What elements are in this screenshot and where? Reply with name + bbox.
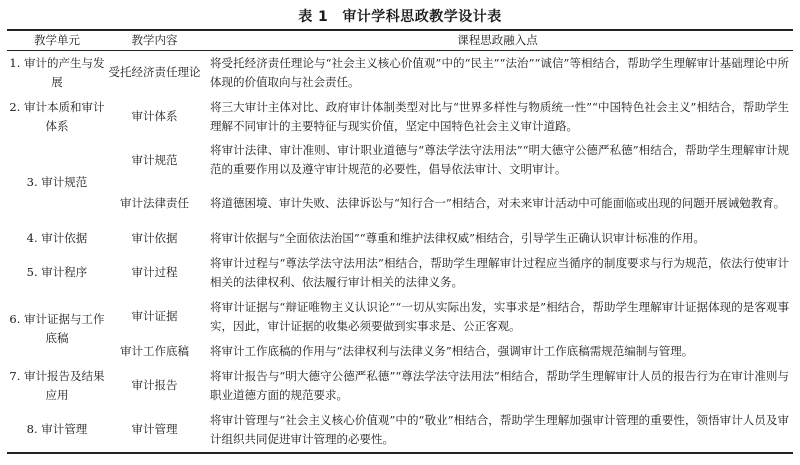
integration-cell: 将道德困境、审计失败、法律诉讼与“知行合一”相结合，对未来审计活动中可能面临或出现的问题开展诫勉教育。 [210, 196, 786, 210]
integration-cell: 将审计过程与“尊法学法守法用法”相结合，帮助学生理解审计过程应当循序的制度要求与行为规范，依法行使审计相关的法律权利、依法履行审计相关的法律义务。 [210, 255, 789, 289]
topic-cell: 审计报告 [131, 378, 178, 392]
integration-cell: 将审计工作底稿的作用与“法律权利与法律义务”相结合，强调审计工作底稿需规范编制与管理。 [210, 343, 694, 358]
unit-cell: 5. 审计程序 [26, 265, 88, 279]
topic-cell: 审计证据 [131, 309, 178, 323]
unit-cell: 3. 审计规范 [26, 174, 88, 189]
integration-cell: 将审计报告与“明大德守公德严私德”“尊法学法守法用法”相结合，帮助学生理解审计人员的报告行为在审计准则与职业道德方面的规范要求。 [210, 368, 789, 402]
table-header-row [7, 30, 793, 51]
unit-cell: 6. 审计证据与工作底稿 [9, 312, 105, 345]
table-caption [0, 6, 800, 26]
unit-cell: 8. 审计管理 [7, 408, 107, 453]
table-row [7, 408, 793, 453]
integration-cell: 将审计证据与“辩证唯物主义认识论”“一切从实际出发，实事求是”相结合，帮助学生理解审计证据体现的是客观事实，因此，审计证据的收集必须要做到实事求是、公正客观。 [210, 299, 789, 333]
table-row [7, 226, 793, 251]
header-integration: 课程思政融入点 [202, 30, 793, 51]
integration-cell: 将受托经济责任理论与“社会主义核心价值观”中的“民主”“法治”“诚信”等相结合，帮助学生理解审计基础理论中所体现的价值取向与社会责任。 [210, 55, 789, 89]
unit-cell: 1. 审计的产生与发展 [9, 55, 105, 89]
topic-cell: 审计法律责任 [120, 196, 189, 210]
integration-cell: 将审计法律、审计准则、审计职业道德与“尊法学法守法用法”“明大德守公德严私德”相结合，帮助学生理解审计规范的重要作用以及遵守审计规范的必要性，倡导依法审计、文明审计。 [210, 143, 789, 176]
table-row [7, 251, 793, 295]
unit-cell: 2. 审计本质和审计体系 [9, 99, 105, 133]
integration-cell: 将三大审计主体对比、政府审计体制类型对比与“世界多样性与物质统一性”“中国特色社会主义”相结合，帮助学生理解不同审计的主要特征与现实价值，坚定中国特色社会主义审计道路。 [210, 99, 789, 133]
table-row [7, 295, 793, 339]
table-row [7, 339, 793, 364]
header-unit: 教学单元 [7, 30, 107, 51]
integration-cell: 将审计依据与“全面依法治国”“尊重和维护法律权威”相结合，引导学生正确认识审计标准的作用。 [210, 230, 706, 245]
topic-cell: 受托经济责任理论 [108, 65, 201, 80]
table-row [7, 182, 793, 226]
topic-cell: 审计体系 [131, 109, 178, 123]
integration-cell: 将审计管理与“社会主义核心价值观”中的“敬业”相结合，帮助学生理解加强审计管理的重要性，领悟审计人员及审计组织共同促进审计管理的必要性。 [202, 408, 793, 453]
table-row [7, 364, 793, 408]
topic-cell: 审计过程 [131, 265, 178, 279]
header-topic: 教学内容 [107, 30, 202, 51]
topic-cell: 审计规范 [131, 152, 178, 167]
table-title: 审计学科思政教学设计表 [342, 9, 502, 25]
table-label: 表 1 [298, 9, 329, 25]
teaching-design-table [7, 29, 793, 454]
table-row [7, 139, 793, 182]
unit-cell: 4. 审计依据 [26, 230, 88, 245]
topic-cell: 审计管理 [107, 408, 202, 453]
topic-cell: 审计依据 [131, 230, 178, 245]
unit-cell: 7. 审计报告及结果应用 [9, 368, 105, 402]
topic-cell: 审计工作底稿 [120, 343, 189, 358]
table-row [7, 95, 793, 139]
table-row [7, 51, 793, 95]
